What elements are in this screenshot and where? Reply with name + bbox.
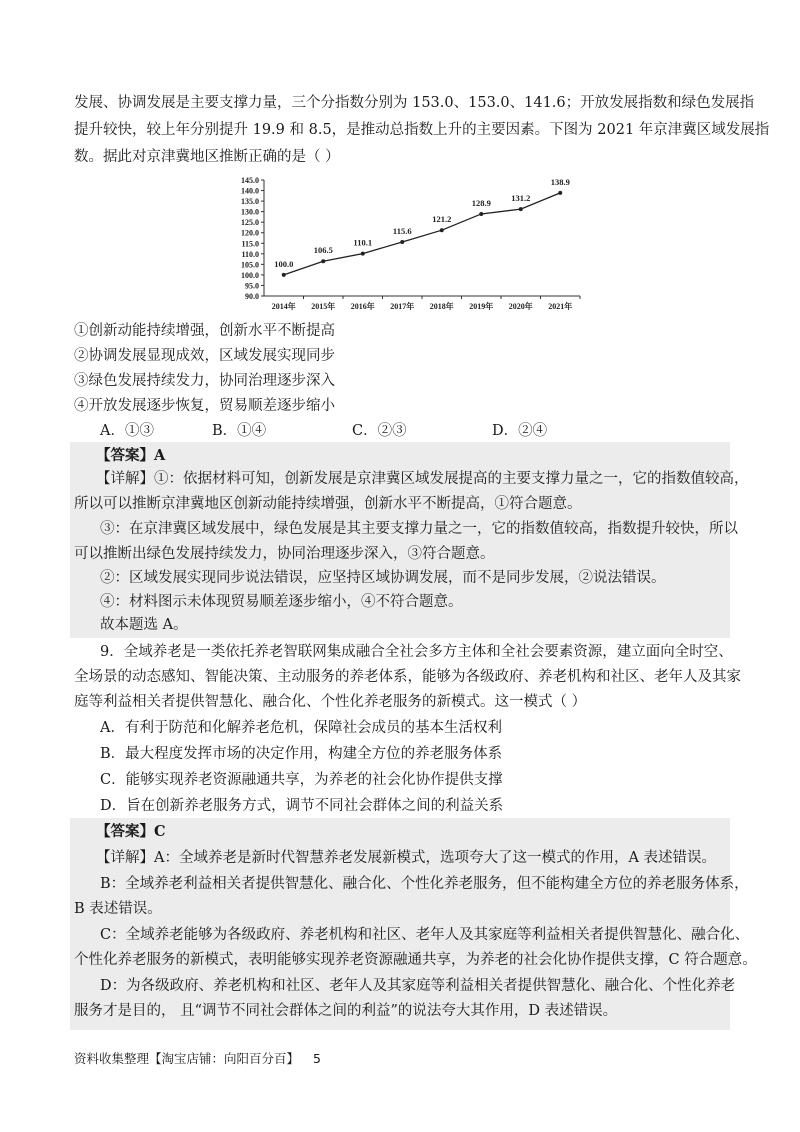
q9-detail-d1: D：为各级政府、养老机构和社区、老年人及其家庭等利益相关者提供智慧化、融合化、个性化养老 [100, 978, 736, 994]
q8-detail-2b: 可以推断出绿色发展持续发力，协同治理逐步深入，③符合题意。 [74, 546, 495, 562]
q9-stem-3: 庭等利益相关者提供智慧化、融合化、个性化养老服务的新模式。这一模式（ ） [74, 694, 587, 710]
y-axis [241, 176, 264, 301]
series-index [274, 177, 570, 277]
q8-detail-1a: 【详解】①：依据材料可知，创新发展是京津冀区域发展提高的主要支撑力量之一，它的指数值较高， [96, 471, 749, 487]
data-label: 138.9 [550, 176, 570, 187]
data-point [321, 259, 325, 263]
x-tick-label: 2015年 [311, 302, 336, 311]
data-point [519, 207, 523, 211]
q9-stem-2: 全场景的动态感知、智能决策、主动服务的养老体系，能够为各级政府、养老机构和社区、老年人及其家 [74, 669, 741, 685]
q9-answer: 【答案】C [96, 823, 166, 840]
q8-detail-1b: 所以可以推断京津冀地区创新动能持续增强，创新水平不断提高，①符合题意。 [74, 496, 582, 512]
q8-detail-5: 故本题选 A。 [100, 617, 188, 633]
data-label: 100.0 [274, 258, 294, 269]
x-tick-label: 2020年 [508, 302, 533, 311]
q8-choice-a: A．①③ [100, 423, 154, 439]
q9-detail-b2: B 表述错误。 [74, 901, 162, 917]
q8-option-1: ①创新动能持续增强，创新水平不断提高 [74, 323, 335, 339]
y-tick-label: 130.0 [241, 207, 259, 217]
q9-detail-c2: 个性化养老服务的新模式，表明能够实现养老资源融通共享，为养老的社会化协作提供支撑，C 符合题意。 [74, 952, 757, 968]
y-tick-label: 100.0 [241, 270, 259, 280]
x-tick-label: 2014年 [271, 302, 296, 311]
y-tick-label: 90.0 [245, 292, 259, 301]
y-tick-label: 110.0 [241, 249, 259, 259]
page-footer [74, 1049, 321, 1067]
q8-choice-b: B．①④ [212, 423, 267, 439]
intro-line-3: 数。据此对京津冀地区推断正确的是（ ） [74, 149, 340, 165]
intro-line-1: 发展、协调发展是主要支撑力量，三个分指数分别为 153.0、153.0、141.6；开放发展指数和绿色发展指 [74, 95, 755, 111]
q8-option-2: ②协调发展显现成效，区域发展实现同步 [74, 348, 335, 364]
y-tick-label: 140.0 [241, 186, 259, 196]
x-axis [264, 296, 580, 311]
y-tick-label: 95.0 [245, 281, 259, 291]
q9-detail-b1: B：全域养老利益相关者提供智慧化、融合化、个性化养老服务，但不能构建全方位的养老服务体系， [100, 876, 749, 892]
q8-choice-c: C．②③ [352, 423, 407, 439]
q8-detail-3: ②：区域发展实现同步说法错误，应坚持区域协调发展，而不是同步发展，②说法错误。 [100, 570, 666, 586]
page-number: 5 [313, 1051, 321, 1066]
data-label: 121.2 [432, 214, 452, 225]
x-tick-label: 2017年 [390, 302, 415, 311]
development-index-chart [228, 170, 588, 318]
data-label: 128.9 [471, 197, 491, 208]
x-tick-label: 2018年 [429, 302, 454, 311]
x-tick-label: 2016年 [350, 302, 375, 311]
q8-detail-4: ④：材料图示未体现贸易顺差逐步缩小，④不符合题意。 [100, 594, 463, 610]
q9-option-d: D．旨在创新养老服务方式，调节不同社会群体之间的利益关系 [100, 798, 504, 814]
q9-option-c: C．能够实现养老资源融通共享，为养老的社会化协作提供支撑 [100, 772, 503, 788]
q9-option-a: A．有利于防范和化解养老危机，保障社会成员的基本生活权利 [100, 720, 502, 736]
q9-detail-d2: 服务才是目的， 且“调节不同社会群体之间的利益”的说法夸大其作用，D 表述错误。 [74, 1003, 618, 1019]
data-point [558, 191, 562, 195]
q8-option-3: ③绿色发展持续发力，协同治理逐步深入 [74, 373, 335, 389]
data-point [440, 228, 444, 232]
y-tick-label: 105.0 [241, 260, 259, 270]
q8-detail-2a: ③：在京津冀区域发展中，绿色发展是其主要支撑力量之一，它的指数值较高，指数提升较快，所以 [100, 521, 738, 537]
q9-option-b: B．最大程度发挥市场的决定作用，构建全方位的养老服务体系 [100, 746, 503, 762]
data-label: 131.2 [511, 193, 531, 204]
data-label: 106.5 [313, 245, 333, 256]
data-point [400, 240, 404, 244]
x-tick-label: 2021年 [548, 302, 573, 311]
x-tick-label: 2019年 [469, 302, 494, 311]
data-point [361, 252, 365, 256]
y-tick-label: 135.0 [241, 197, 259, 207]
y-tick-label: 120.0 [241, 228, 259, 238]
data-label: 115.6 [392, 226, 412, 237]
q8-option-4: ④开放发展逐步恢复，贸易顺差逐步缩小 [74, 398, 335, 414]
y-tick-label: 145.0 [241, 176, 259, 185]
data-point [479, 212, 483, 216]
q8-answer: 【答案】A [96, 447, 166, 464]
footer-source: 资料收集整理【淘宝店铺：向阳百分百】 [74, 1051, 300, 1066]
data-point [282, 273, 286, 277]
q9-detail-a: 【详解】A：全域养老是新时代智慧养老发展新模式，选项夸大了这一模式的作用，A 表述错误。 [96, 850, 717, 866]
intro-line-2: 提升较快，较上年分别提升 19.9 和 8.5，是推动总指数上升的主要因素。下图为 2021 年京津冀区域发展指 [74, 122, 770, 138]
q9-stem-1: 9．全域养老是一类依托养老智联网集成融合全社会多方主体和全社会要素资源，建立面向全时空、 [100, 644, 733, 660]
q8-choice-d: D．②④ [492, 423, 548, 439]
series-line [284, 193, 561, 275]
y-tick-label: 125.0 [241, 218, 259, 228]
data-label: 110.1 [353, 237, 373, 248]
y-tick-label: 115.0 [241, 239, 259, 249]
q9-detail-c1: C：全域养老能够为各级政府、养老机构和社区、老年人及其家庭等利益相关者提供智慧化、融合化、 [100, 927, 750, 943]
